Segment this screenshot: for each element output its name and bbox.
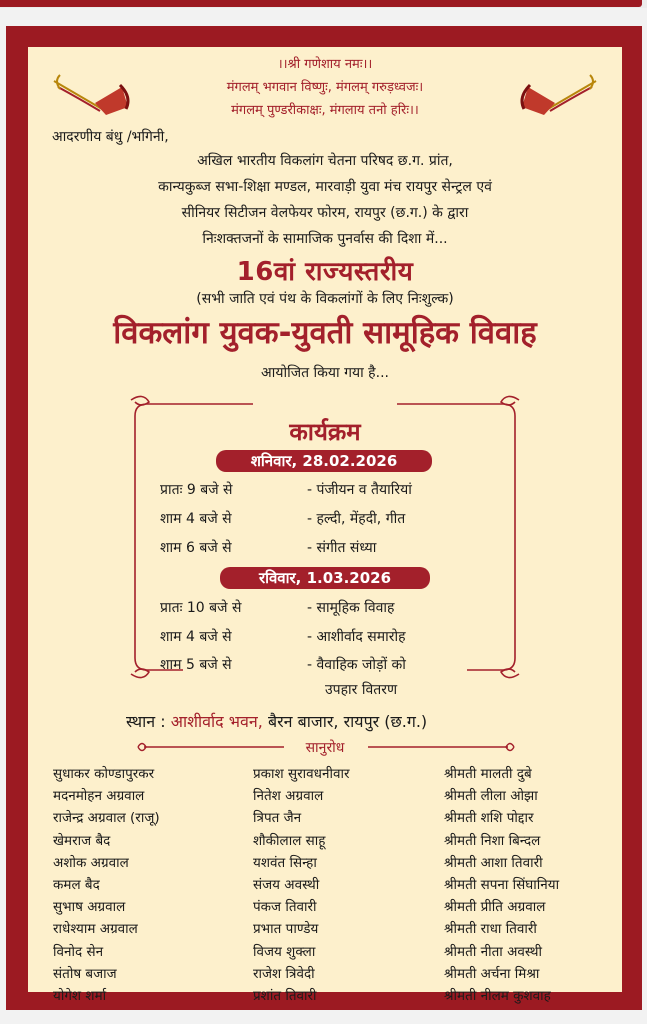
day-label-sunday: रविवार, 1.03.2026 <box>220 567 430 589</box>
list-item: कमल बैद <box>53 876 100 893</box>
schedule-time: शाम 6 बजे से <box>160 540 232 556</box>
list-item: सुधाकर कोण्डापुरकर <box>53 766 155 782</box>
edition-title: 16वां राज्यस्तरीय <box>236 257 414 287</box>
list-item: अशोक अग्रवाल <box>53 854 129 871</box>
requesters-col-2 <box>253 763 349 1007</box>
list-item: श्रीमती नीलम कुशवाह <box>444 987 551 1004</box>
card-border <box>6 26 642 1010</box>
schedule-event: - हल्दी, मेंहदी, गीत <box>307 511 406 527</box>
list-item: संजय अवस्थी <box>253 876 320 893</box>
schedule-event: - पंजीयन व तैयारियां <box>307 482 412 498</box>
list-item: श्रीमती प्रीति अग्रवाल <box>444 899 546 916</box>
requesters-col-1 <box>53 763 160 1007</box>
list-item: सुभाष अग्रवाल <box>53 899 126 916</box>
invocation-line-1: ।।श्री गणेशाय नमः।। <box>277 57 373 72</box>
venue-address: बैरन बाजार, रायपुर (छ.ग.) <box>267 712 428 731</box>
invocation-line-3: मंगलम् पुण्डरीकाक्षः, मंगलाय तनो हरिः।। <box>231 103 419 118</box>
schedule-event: - वैवाहिक जोड़ों को <box>307 657 406 673</box>
list-item: राजेश त्रिवेदी <box>253 965 315 982</box>
venue-place: आशीर्वाद भवन, <box>170 712 263 731</box>
program-title: कार्यक्रम <box>289 418 361 446</box>
schedule-event: - संगीत संध्या <box>307 540 377 556</box>
list-item: यशवंत सिन्हा <box>253 854 317 871</box>
free-subtitle: (सभी जाति एवं पंथ के विकलांगों के लिए निःशुल्क) <box>196 291 454 307</box>
schedule-time: प्रातः 9 बजे से <box>160 482 233 498</box>
list-item: विनोद सेन <box>53 943 104 960</box>
list-item: प्रभात पाण्डेय <box>253 921 319 938</box>
list-item: प्रकाश सुरावधनीवार <box>253 766 350 782</box>
list-item: श्रीमती लीला ओझा <box>444 788 538 805</box>
day-label-saturday: शनिवार, 28.02.2026 <box>216 450 432 472</box>
list-item: श्रीमती राधा तिवारी <box>444 921 537 938</box>
organizer-line-2: कान्यकुब्ज सभा-शिक्षा मण्डल, मारवाड़ी युवा मंच रायपुर सेन्ट्रल एवं <box>158 179 492 195</box>
list-item: राधेश्याम अग्रवाल <box>53 921 138 938</box>
schedule-time: शाम 4 बजे से <box>160 629 232 645</box>
list-item: श्रीमती सपना सिंघानिया <box>444 876 560 893</box>
list-item: श्रीमती नीता अवस्थी <box>444 943 543 960</box>
list-item: योगेश शर्मा <box>53 987 107 1004</box>
organized-text: आयोजित किया गया है... <box>261 365 389 381</box>
organizer-line-3: सीनियर सिटीजन वेलफेयर फोरम, रायपुर (छ.ग.) के द्वारा <box>181 205 469 221</box>
list-item: राजेन्द्र अग्रवाल (राजू) <box>53 810 160 827</box>
list-item: श्रीमती आशा तिवारी <box>444 854 543 871</box>
list-item: नितेश अग्रवाल <box>253 788 324 805</box>
schedule-event: - आशीर्वाद समारोह <box>307 629 406 645</box>
venue-label: स्थान : <box>126 712 166 731</box>
schedule-time: शाम 4 बजे से <box>160 511 232 527</box>
list-item: संतोष बजाज <box>53 965 117 982</box>
list-item: त्रिपत जैन <box>253 810 302 827</box>
list-item: प्रशांत तिवारी <box>253 987 317 1004</box>
event-title: विकलांग युवक-युवती सामूहिक विवाह <box>113 315 537 351</box>
list-item: श्रीमती अर्चना मिश्रा <box>444 965 540 982</box>
list-item: श्रीमती मालती दुबे <box>444 766 532 782</box>
invocation-line-2: मंगलम् भगवान विष्णुः, मंगलम् गरुड़ध्वजः। <box>226 80 424 95</box>
list-item: मदनमोहन अग्रवाल <box>53 788 145 805</box>
list-item: खेमराज बैद <box>53 832 111 849</box>
schedule-time: प्रातः 10 बजे से <box>160 600 242 616</box>
schedule-time: शाम 5 बजे से <box>160 657 232 673</box>
organizer-line-4: निःशक्तजनों के सामाजिक पुनर्वास की दिशा में... <box>202 231 448 247</box>
top-strip <box>0 0 647 8</box>
organizer-line-1: अखिल भारतीय विकलांग चेतना परिषद छ.ग. प्रांत, <box>197 153 453 169</box>
list-item: शौकीलाल साहू <box>253 832 326 849</box>
schedule-event-continuation: उपहार वितरण <box>325 682 398 698</box>
requesters-col-3 <box>444 763 559 1007</box>
schedule-event: - सामूहिक विवाह <box>307 600 395 616</box>
venue-line <box>126 710 427 732</box>
list-item: श्रीमती शशि पोद्दार <box>444 810 534 827</box>
invitation-card <box>28 47 622 1004</box>
list-item: पंकज तिवारी <box>253 899 317 916</box>
requesters-title: सानुरोध <box>305 740 345 756</box>
top-strip-red <box>0 0 642 7</box>
list-item: विजय शुक्ला <box>253 943 316 960</box>
greeting: आदरणीय बंधु /भगिनी, <box>52 129 169 145</box>
list-item: श्रीमती निशा बिन्दल <box>444 832 541 849</box>
